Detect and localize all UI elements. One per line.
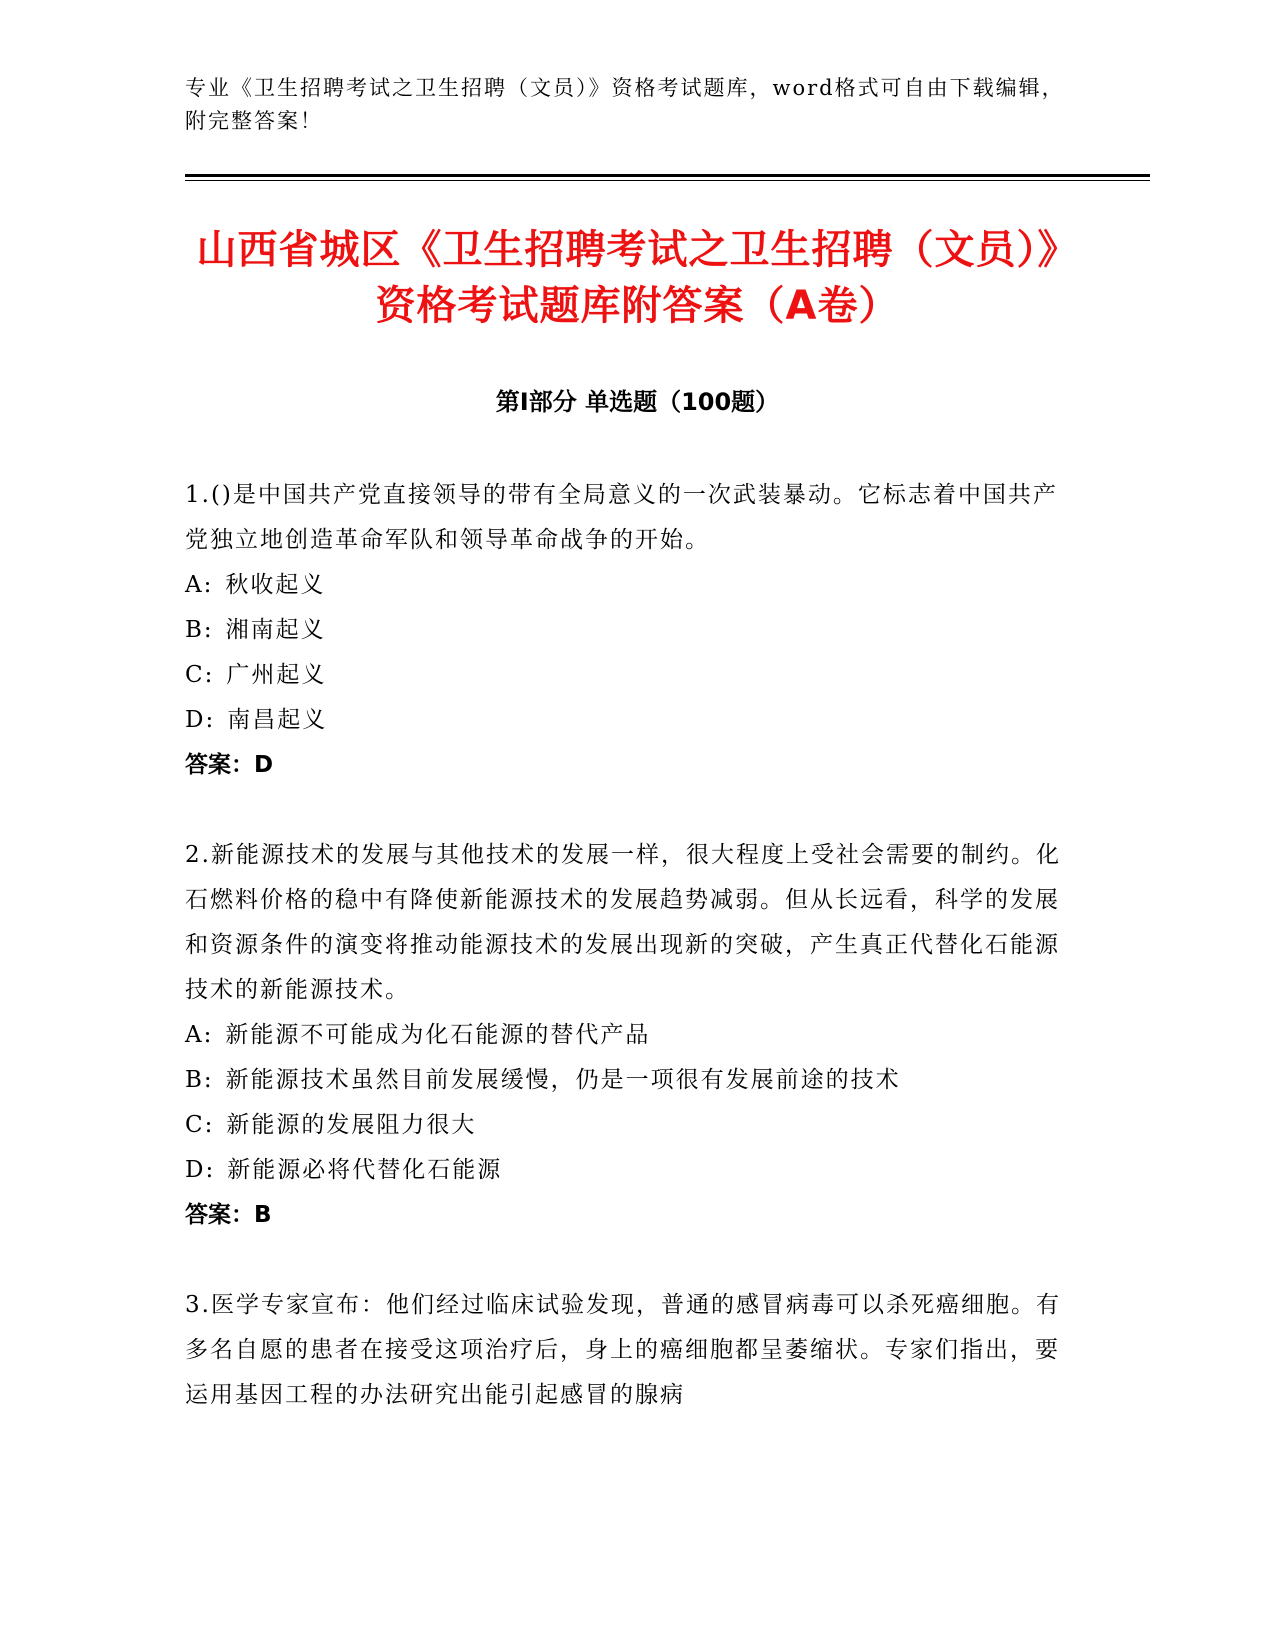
question-stem: 2.新能源技术的发展与其他技术的发展一样，很大程度上受社会需要的制约。化石燃料价格的稳中有降使新能源技术的发展趋势减弱。但从长远看，科学的发展和资源条件的演变将推动能源技术的发展出现新的突破，产生真正代替化石能源技术的新能源技术。: [185, 842, 1061, 1003]
section-title: 第Ⅰ部分 单选题（100题）: [495, 388, 780, 416]
question-2: [185, 833, 1065, 1238]
question-stem: 3.医学专家宣布：他们经过临床试验发现，普通的感冒病毒可以杀死癌细胞。有多名自愿的患者在接受这项治疗后，身上的癌细胞都呈萎缩状。专家们指出，要运用基因工程的办法研究出能引起感冒的腺病: [185, 1292, 1061, 1408]
option-letter: C:: [185, 1112, 215, 1138]
document-title: 山西省城区《卫生招聘考试之卫生招聘（文员）》资格考试题库附答案（A卷）: [196, 227, 1079, 329]
question-1: [185, 473, 1065, 788]
option-letter: B:: [185, 617, 214, 643]
option-b: [185, 608, 1065, 653]
option-c: [185, 1103, 1065, 1148]
header-divider-thick: [185, 174, 1150, 177]
question-3: [185, 1283, 1065, 1418]
option-a: [185, 563, 1065, 608]
option-letter: B:: [185, 1067, 214, 1093]
option-letter: A:: [185, 1022, 214, 1048]
question-list: [185, 473, 1065, 1463]
option-letter: D:: [185, 707, 216, 733]
option-text: 秋收起义: [225, 572, 326, 598]
option-text: 广州起义: [226, 662, 327, 688]
answer-label: 答案：D: [185, 752, 274, 778]
answer-label: 答案：B: [185, 1202, 272, 1228]
question-stem: 1.()是中国共产党直接领导的带有全局意义的一次武装暴动。它标志着中国共产党独立地创造革命军队和领导革命战争的开始。: [185, 482, 1058, 553]
option-letter: A:: [185, 572, 214, 598]
option-text: 湘南起义: [225, 617, 326, 643]
option-d: [185, 1148, 1065, 1193]
option-letter: D:: [185, 1157, 216, 1183]
header-note: 专业《卫生招聘考试之卫生招聘（文员）》资格考试题库，word格式可自由下载编辑，附完整答案！: [185, 76, 1065, 133]
option-a: [185, 1013, 1065, 1058]
header-divider-thin: [185, 180, 1150, 181]
option-text: 新能源必将代替化石能源: [227, 1157, 503, 1183]
option-letter: C:: [185, 662, 215, 688]
option-d: [185, 698, 1065, 743]
option-text: 新能源的发展阻力很大: [226, 1112, 477, 1138]
option-text: 新能源技术虽然目前发展缓慢，仍是一项很有发展前途的技术: [225, 1067, 901, 1093]
option-b: [185, 1058, 1065, 1103]
option-text: 南昌起义: [227, 707, 328, 733]
option-text: 新能源不可能成为化石能源的替代产品: [225, 1022, 651, 1048]
option-c: [185, 653, 1065, 698]
